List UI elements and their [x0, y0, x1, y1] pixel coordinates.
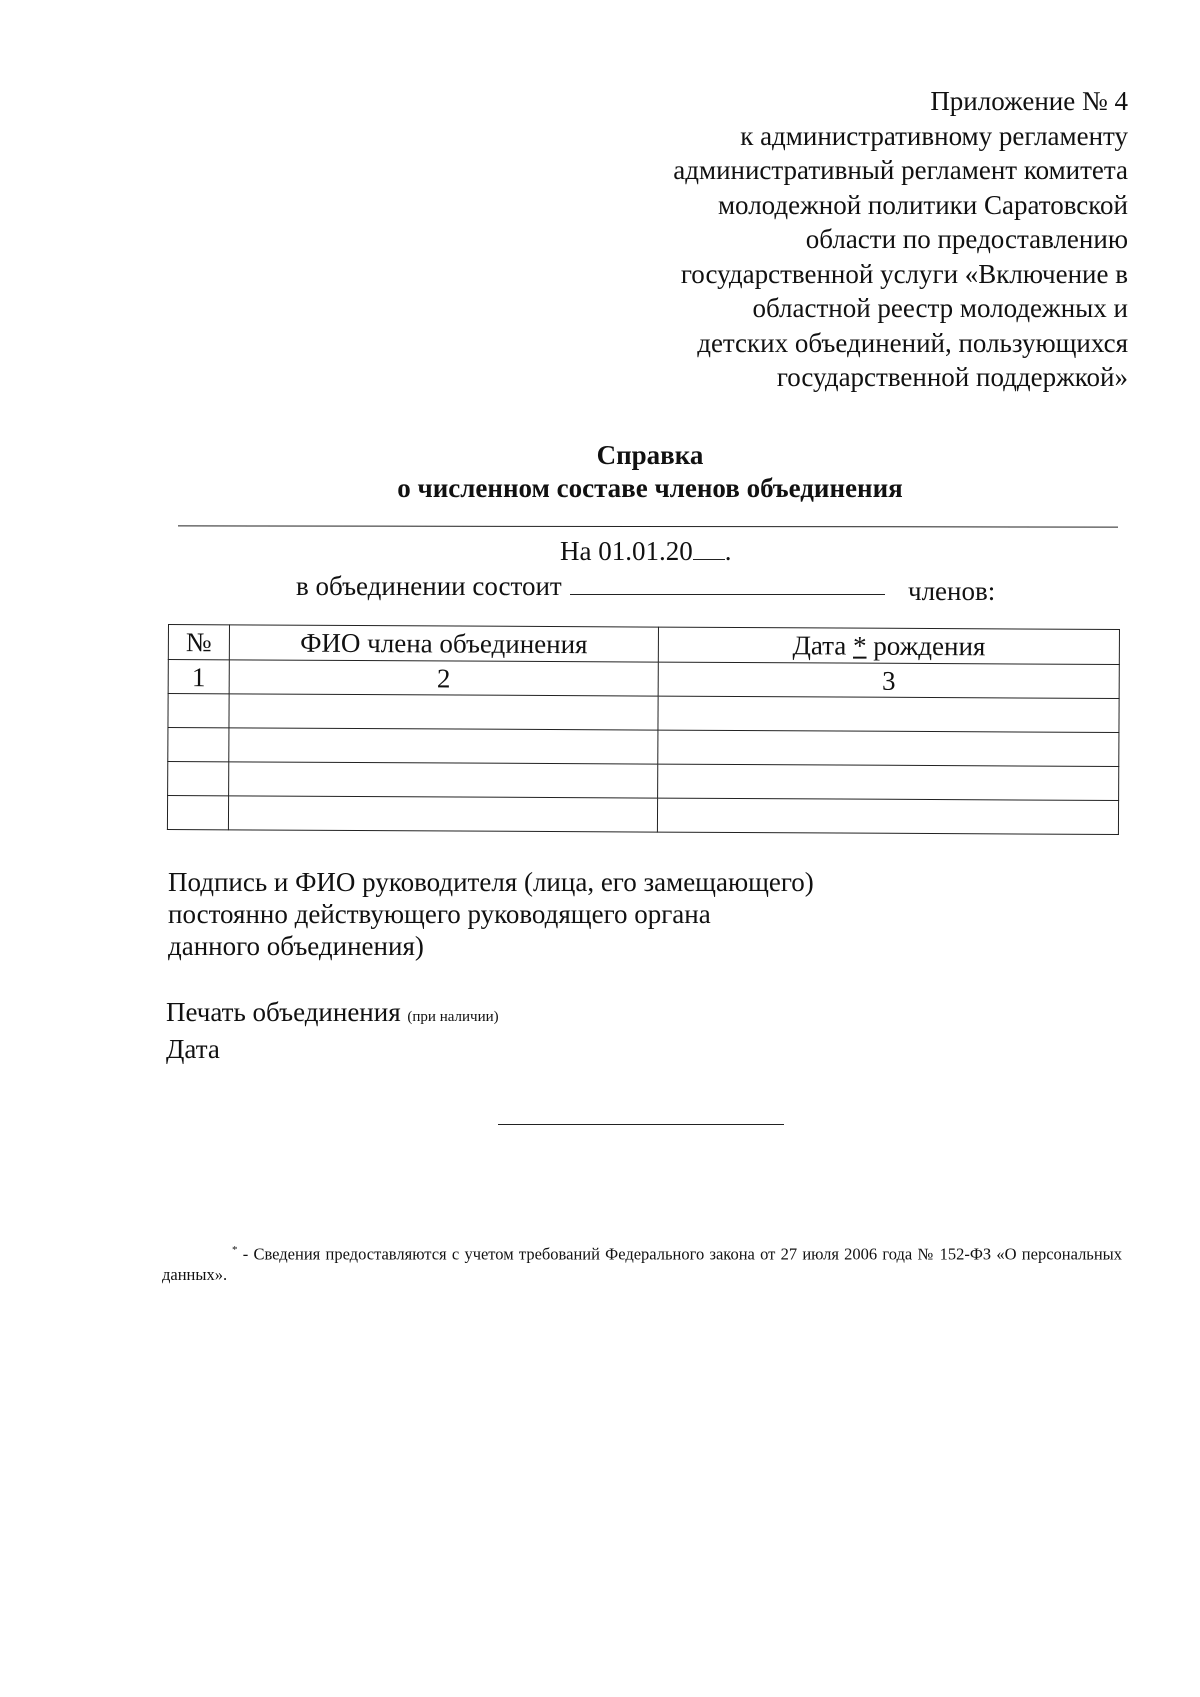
- signature-line: данного объединения): [168, 931, 424, 961]
- table-cell: 3: [658, 662, 1119, 698]
- appendix-line: административный регламент комитета: [673, 155, 1128, 185]
- table-cell: [658, 696, 1119, 732]
- appendix-line: детских объединений, пользующихся: [697, 327, 1128, 358]
- header-number: №: [168, 625, 229, 660]
- table-row: [168, 762, 1119, 801]
- table-cell: [167, 796, 228, 830]
- as-of-date: [560, 536, 731, 567]
- appendix-header: [568, 84, 1128, 395]
- table-cell: [168, 694, 229, 728]
- table-cell: [229, 694, 658, 730]
- table-numbering-row: [168, 660, 1119, 699]
- table-row: [168, 728, 1119, 767]
- table-cell: [657, 798, 1118, 834]
- appendix-line: государственной поддержкой»: [776, 362, 1128, 392]
- table-header-row: [168, 625, 1119, 665]
- seal-block: [166, 996, 499, 1065]
- appendix-line: к административному регламенту: [740, 120, 1128, 151]
- table-row: [168, 694, 1119, 733]
- signature-line: постоянно действующего руководящего органа: [168, 899, 711, 929]
- document-title: Справка: [596, 440, 704, 470]
- seal-line: [166, 996, 499, 1033]
- document-subtitle: о численном составе членов объединения: [397, 473, 903, 503]
- date-label: Дата: [166, 1034, 220, 1064]
- appendix-line: области по предоставлению: [805, 224, 1128, 254]
- table-cell: 1: [168, 660, 229, 694]
- seal-label: Печать объединения: [166, 997, 401, 1027]
- as-of-suffix: .: [724, 536, 732, 566]
- seal-note: (при наличии): [407, 1009, 499, 1025]
- appendix-line: молодежной политики Саратовской: [717, 189, 1128, 220]
- footnote-text: - Сведения предоставляются с учетом требований Федерального закона от 27 июля 2006 года № 152-ФЗ «О персональных данных».: [162, 1244, 1122, 1284]
- footnote-star: *: [853, 630, 867, 661]
- header-birth-date: [658, 627, 1119, 664]
- members-table: [167, 624, 1120, 835]
- header-full-name: ФИО члена объединения: [229, 625, 658, 662]
- as-of-prefix: На 01.01.20: [560, 536, 693, 566]
- table-cell: [228, 796, 657, 832]
- appendix-line: областной реестр молодежных и: [752, 293, 1128, 323]
- signature-block: [168, 866, 814, 962]
- members-count-prefix: в объединении состоит: [296, 571, 562, 601]
- header-birth-date-suffix: рождения: [866, 630, 986, 662]
- table-cell: [229, 728, 658, 764]
- table-cell: 2: [229, 660, 658, 696]
- table-cell: [658, 764, 1119, 800]
- header-birth-date-label: Дата: [792, 630, 854, 661]
- year-blank: [693, 537, 725, 560]
- table-cell: [228, 762, 657, 798]
- footnote-mark: *: [232, 1244, 238, 1256]
- appendix-line: Приложение № 4: [930, 86, 1128, 116]
- table-cell: [658, 730, 1119, 766]
- table-row: [167, 796, 1118, 835]
- signature-line: Подпись и ФИО руководителя (лица, его замещающего): [168, 867, 814, 897]
- appendix-line: государственной услуги «Включение в: [680, 258, 1128, 289]
- members-count-blank: [570, 570, 885, 595]
- members-count-line: [296, 570, 891, 602]
- signature-underline: [498, 1124, 784, 1125]
- table-cell: [168, 762, 229, 796]
- organization-name-line: [178, 525, 1118, 527]
- table-cell: [168, 728, 229, 762]
- members-count-suffix: членов:: [908, 576, 996, 606]
- footnote: [162, 1240, 1122, 1285]
